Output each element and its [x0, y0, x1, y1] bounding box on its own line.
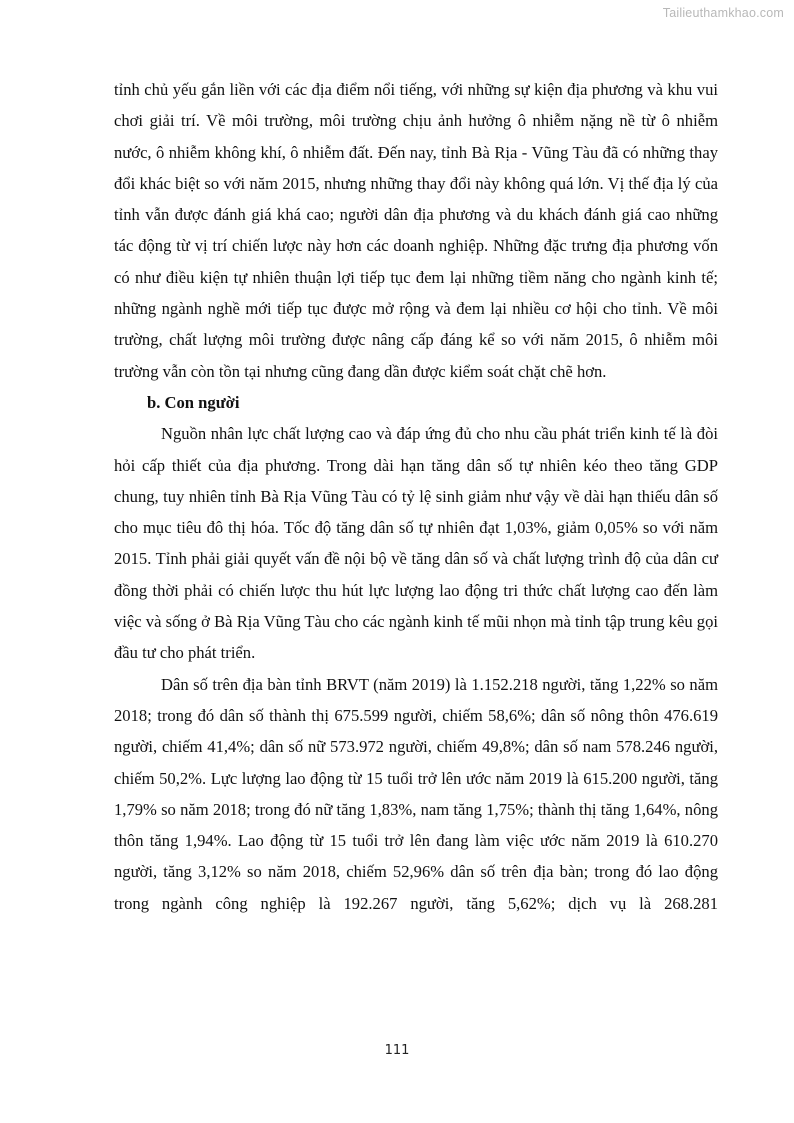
paragraph-human-resources: Nguồn nhân lực chất lượng cao và đáp ứng đủ cho nhu cầu phát triển kinh tế là đòi hỏi cấp thiết của địa phương. Trong dài hạn tăng dân số tự nhiên kéo theo tăng GDP chung, tuy nhiên tỉnh Bà Rịa Vũng Tàu có tỷ lệ sinh giảm như vậy về dài hạn thiếu dân số cho mục tiêu đô thị hóa. Tốc độ tăng dân số tự nhiên đạt 1,03%, giảm 0,05% so với năm 2015. Tỉnh phải giải quyết vấn đề nội bộ về tăng dân số và chất lượng trình độ của dân cư đồng thời phải có chiến lược thu hút lực lượng lao động tri thức chất lượng cao đến làm việc và sống ở Bà Rịa Vũng Tàu cho các ngành kinh tế mũi nhọn mà tỉnh tập trung kêu gọi đầu tư cho phát triển.	[114, 424, 718, 663]
section-heading-con-nguoi: b. Con người	[147, 392, 240, 412]
watermark: Tailieuthamkhao.com	[662, 6, 784, 20]
page-number: 111	[384, 1043, 410, 1058]
paragraph-population-statistics: Dân số trên địa bàn tỉnh BRVT (năm 2019) là 1.152.218 người, tăng 1,22% so năm 2018; trong đó dân số thành thị 675.599 người, chiếm 58,6%; dân số nông thôn 476.619 người, chiếm 41,4%; dân số nữ 573.972 người, chiếm 49,8%; dân số nam 578.246 người, chiếm 50,2%. Lực lượng lao động từ 15 tuổi trở lên ước năm 2019 là 615.200 người, tăng 1,79% so năm 2018; trong đó nữ tăng 1,83%, nam tăng 1,75%; thành thị tăng 1,64%, nông thôn tăng 1,94%. Lao động từ 15 tuổi trở lên đang làm việc ước năm 2019 là 610.270 người, tăng 3,12% so năm 2018, chiếm 52,96% dân số trên địa bàn; trong đó lao động trong ngành công nghiệp là 192.267 người, tăng 5,62%; dịch vụ là 268.281	[114, 674, 718, 913]
paragraph-environment: tỉnh chủ yếu gắn liền với các địa điểm nổi tiếng, với những sự kiện địa phương và khu vui chơi giải trí. Về môi trường, môi trường chịu ảnh hưởng ô nhiễm nặng nề từ ô nhiễm nước, ô nhiễm không khí, ô nhiễm đất. Đến nay, tỉnh Bà Rịa - Vũng Tàu đã có những thay đổi khác biệt so với năm 2015, nhưng những thay đổi này không quá lớn. Vị thế địa lý của tỉnh vẫn được đánh giá khá cao; người dân địa phương và du khách đánh giá cao những tác động từ vị trí chiến lược này hơn các doanh nghiệp. Những đặc trưng địa phương vốn có như điều kiện tự nhiên thuận lợi tiếp tục đem lại những tiềm năng cho ngành kinh tế; những ngành nghề mới tiếp tục được mở rộng và đem lại nhiều cơ hội cho tỉnh. Về môi trường, chất lượng môi trường được nâng cấp đáng kể so với năm 2015, ô nhiễm môi trường vẫn còn tồn tại nhưng cũng đang dần được kiểm soát chặt chẽ hơn.	[114, 80, 718, 381]
document-body	[114, 74, 718, 919]
